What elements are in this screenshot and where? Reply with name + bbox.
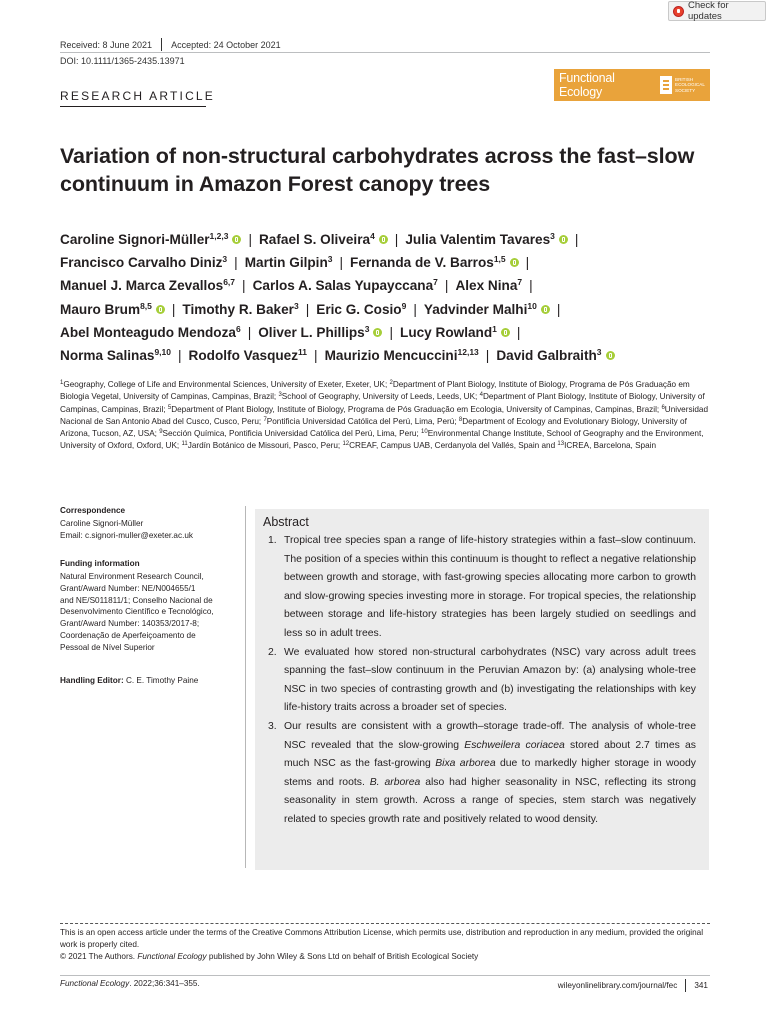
page-number: 341: [694, 981, 708, 990]
affiliation-text: Environmental Change Institute, School of Geography and the Environment, University of Oxford, Oxford, UK;: [60, 429, 704, 451]
author-name-text: Norma Salinas: [60, 348, 155, 364]
affiliation-number: 9: [159, 429, 163, 436]
affiliation-number: 5: [167, 404, 172, 411]
handling-editor: [60, 676, 198, 685]
correspondence-email[interactable]: Email: c.signori-muller@exeter.ac.uk: [60, 530, 193, 540]
footer-right: [558, 979, 708, 992]
affiliations: [60, 379, 712, 453]
affiliation-text: Department of Plant Biology, Institute of Biology, Programa de Pós Graduação em Ecologia, University of Campinas, Campinas, Brazil;: [171, 404, 662, 414]
author-separator: |: [234, 255, 238, 271]
affiliation-number: 3: [278, 392, 282, 399]
affiliation-text: Pontificia Universidad Católica del Perú, Lima, Perú;: [266, 416, 459, 426]
author-name-text: Manuel J. Marca Zevallos: [60, 278, 224, 294]
society-logo: [660, 76, 705, 94]
author-name-text: Carlos A. Salas Yupayccana: [252, 278, 434, 294]
article-title: Variation of non-structural carbohydrates across the fast–slow continuum in Amazon Forest canopy trees: [60, 144, 695, 196]
article-type-underline: [60, 106, 206, 107]
correspondence-info: [60, 518, 245, 542]
abstract-item: [263, 532, 696, 644]
author-affiliation-marker: 12,13: [457, 347, 479, 358]
author-line: [60, 298, 720, 321]
affiliation-text: Department of Plant Biology, Institute of Biology, University of Campinas, Campinas, Brazil;: [60, 392, 705, 414]
funding-info: [60, 571, 245, 654]
affiliation-number: 4: [479, 392, 483, 399]
author-name-text: Yadvinder Malhi: [423, 301, 528, 317]
funding-line: Grant/Award Number: NE/N004655/1: [60, 583, 196, 593]
abstract-item: [263, 644, 696, 718]
journal-logo[interactable]: [554, 69, 710, 101]
affiliation-text: Universidad Nacional de San Antonio Abad del Cusco, Cusco, Peru;: [60, 404, 709, 426]
author-affiliation-marker: 6,7: [223, 277, 236, 288]
copyright-statement: [60, 951, 720, 963]
author-separator: |: [339, 255, 344, 271]
author-name[interactable]: [189, 348, 308, 363]
author-name-text: Martin Gilpin: [244, 255, 328, 271]
author-name[interactable]: [400, 325, 510, 340]
author-separator: |: [556, 301, 561, 317]
author-separator: |: [525, 255, 530, 271]
affiliation-text: Department of Plant Biology, Institute of Biology, Programa de Pós Graduação em Biologia Vegetal, University of Campinas, Campinas, Brazil;: [60, 380, 690, 402]
affiliation-number: 6: [661, 404, 665, 411]
abstract-item-number: 1.: [268, 535, 277, 546]
author-line: [60, 228, 720, 251]
article-dates: [60, 38, 281, 51]
author-line: [60, 274, 720, 297]
author-name-text: Julia Valentim Tavares: [405, 232, 551, 247]
funding-line: Desenvolvimento Científico e Tecnológico,: [60, 607, 214, 617]
license-text: [60, 927, 720, 962]
affiliation-text: ICREA, Barcelona, Spain: [564, 441, 657, 451]
author-name-text: Eric G. Cosio: [316, 301, 402, 317]
author-affiliation-marker: 4: [370, 231, 375, 241]
author-name[interactable]: [60, 302, 165, 317]
author-name[interactable]: [182, 302, 298, 317]
affiliation-text: Department of Ecology and Evolutionary Biology, University of Arizona, Tucson, AZ, USA;: [60, 416, 687, 439]
author-separator: |: [178, 348, 182, 364]
author-name[interactable]: [253, 278, 438, 293]
affiliation-number: 13: [557, 441, 565, 448]
author-separator: |: [516, 324, 521, 340]
author-separator: |: [413, 301, 417, 317]
doi[interactable]: DOI: 10.1111/1365-2435.13971: [60, 56, 185, 66]
abstract-item: [263, 718, 696, 830]
author-name-text: David Galbraith: [496, 348, 597, 364]
abstract-text: Our results are consistent with a growth–storage trade-off. The analysis of whole-tree NSC revealed that the slow-growing: [284, 720, 696, 751]
author-separator: |: [444, 278, 449, 294]
funding-line: Natural Environment Research Council,: [60, 572, 204, 581]
abstract-heading: Abstract: [263, 515, 309, 529]
species-name: Eschweilera coriacea: [464, 739, 565, 751]
affiliation-text: Geography, College of Life and Environmental Sciences, University of Exeter, Exeter, UK;: [63, 380, 390, 389]
author-affiliation-marker: 3: [293, 300, 299, 311]
affiliation-text: School of Geography, University of Leeds, Leeds, UK;: [281, 392, 480, 402]
copyright-pre: © 2021 The Authors.: [60, 951, 138, 961]
journal-name: Functional Ecology: [559, 71, 615, 99]
funding-line: and NE/S011811/1; Conselho Nacional de: [60, 595, 213, 605]
correspondence-heading: Correspondence: [60, 506, 126, 515]
author-name[interactable]: [424, 302, 550, 317]
citation-details: . 2022;36:341–355.: [129, 979, 200, 988]
author-affiliation-marker: 11: [298, 347, 308, 358]
affiliation-number: 11: [181, 441, 188, 448]
update-icon: [673, 6, 684, 17]
author-line: [60, 251, 720, 274]
author-separator: |: [574, 232, 579, 247]
author-separator: |: [314, 348, 318, 364]
abstract-item-number: 3.: [268, 720, 277, 732]
author-name-text: Lucy Rowland: [400, 324, 493, 340]
orcid-icon[interactable]: [606, 351, 615, 360]
author-name-text: Rafael S. Oliveira: [258, 232, 371, 247]
affiliation-number: 8: [458, 416, 463, 423]
affiliation-number: 7: [263, 416, 267, 423]
copyright-post: published by John Wiley & Sons Ltd on behalf of British Ecological Society: [206, 951, 479, 961]
author-affiliation-marker: 1,5: [493, 254, 506, 265]
author-name[interactable]: [405, 232, 568, 247]
affiliation-number: 1: [60, 380, 64, 386]
orcid-icon[interactable]: [501, 328, 510, 337]
author-line: [60, 321, 720, 344]
author-name[interactable]: [455, 278, 522, 293]
author-name-text: Fernanda de V. Barros: [350, 255, 494, 271]
article-type: RESEARCH ARTICLE: [60, 89, 216, 103]
species-name: B. arborea: [369, 776, 421, 788]
author-separator: |: [529, 278, 533, 294]
author-affiliation-marker: 1: [492, 323, 497, 334]
author-name[interactable]: [259, 232, 388, 247]
author-affiliation-marker: 3: [327, 254, 333, 265]
affiliation-text: CREAF, Campus UAB, Cerdanyola del Vallés, Spain and: [349, 441, 558, 451]
author-name[interactable]: [60, 348, 171, 363]
affiliation-number: 2: [389, 380, 393, 386]
affiliation-text: Sección Química, Pontificia Universidad Católica del Perú, Lima, Peru;: [162, 429, 422, 439]
author-list: [60, 228, 720, 367]
author-name[interactable]: [245, 255, 333, 270]
author-separator: |: [305, 301, 310, 317]
affiliation-number: 12: [342, 441, 350, 448]
author-separator: |: [248, 232, 252, 247]
orcid-icon[interactable]: [232, 235, 241, 244]
author-affiliation-marker: 6: [235, 323, 241, 334]
license-statement: This is an open access article under the terms of the Creative Commons Attribution License, which permits use, distribution and reproduction in any medium, provided the original work is properly cited.: [60, 928, 704, 949]
author-affiliation-marker: 3: [596, 347, 602, 358]
orcid-icon[interactable]: [510, 258, 519, 267]
author-affiliation-marker: 7: [433, 277, 438, 288]
society-mark-icon: [660, 76, 672, 94]
abstract-item-number: 2.: [268, 646, 277, 658]
date-separator: [161, 38, 162, 51]
author-name-text: Mauro Brum: [60, 301, 141, 317]
abstract-text: stored about 2.7 times as much NSC as the fast-growing: [284, 739, 696, 770]
footer-dashed-rule: [60, 923, 710, 924]
society-name: BRITISH ECOLOGICAL SOCIETY: [675, 76, 705, 93]
author-line: [60, 344, 720, 367]
author-separator: |: [247, 324, 252, 340]
author-name[interactable]: [316, 302, 406, 317]
abstract-list: [263, 532, 696, 830]
author-separator: |: [171, 301, 176, 317]
author-name-text: Oliver L. Phillips: [258, 324, 365, 340]
author-name-text: Rodolfo Vasquez: [188, 348, 299, 364]
abstract-box: [255, 509, 709, 870]
journal-website[interactable]: wileyonlinelibrary.com/journal/fec: [557, 981, 678, 990]
funding-heading: Funding information: [60, 559, 140, 568]
orcid-icon[interactable]: [559, 235, 568, 244]
correspondence-name: Caroline Signori-Müller: [60, 519, 144, 528]
orcid-icon[interactable]: [541, 305, 550, 314]
accepted-date: Accepted: 24 October 2021: [171, 39, 281, 50]
handling-editor-name: C. E. Timothy Paine: [123, 676, 199, 685]
author-separator: |: [394, 232, 399, 247]
header-rule: [60, 52, 710, 53]
author-affiliation-marker: 3: [222, 254, 228, 265]
author-name-text: Caroline Signori-Müller: [60, 232, 210, 247]
affiliation-number: 10: [421, 429, 428, 436]
author-name-text: Timothy R. Baker: [182, 301, 294, 317]
author-name[interactable]: [60, 325, 241, 340]
abstract-text: Tropical tree species span a range of life-history strategies within a fast–slow continuum. The position of a species within this continuum is thought to reflect a negative relationship between growth and storage, with fast-growing species allocating more carbon to growth and slow-growing species investing more in storage. For tropical species, the relationship between storage and life-history strategies has been largely studied on seedlings and less so in adult trees.: [284, 535, 696, 639]
author-affiliation-marker: 9: [401, 300, 407, 311]
author-separator: |: [389, 324, 394, 340]
abstract-text: also had higher seasonality in NSC, reflecting its strong seasonality in stem growth. Across a range of species, stem starch was negatively related to species growth rate and positively related to wood density.: [284, 776, 697, 825]
funding-line: Grant/Award Number: 140353/2017-8;: [60, 619, 200, 629]
funding-line: Pessoal de Nível Superior: [60, 642, 155, 652]
affiliation-text: Jardín Botánico de Missouri, Pasco, Peru;: [187, 441, 343, 451]
author-name[interactable]: [60, 278, 235, 293]
author-affiliation-marker: 3: [364, 323, 370, 334]
author-affiliation-marker: 7: [517, 277, 523, 288]
species-name: Bixa arborea: [435, 758, 496, 770]
copyright-journal: Functional Ecology: [137, 951, 207, 961]
orcid-icon[interactable]: [156, 305, 165, 314]
handling-editor-label: Handling Editor:: [60, 676, 124, 685]
orcid-icon[interactable]: [373, 328, 382, 337]
author-name-text: Abel Monteagudo Mendoza: [60, 324, 236, 340]
footer-rule: [60, 975, 710, 976]
author-name[interactable]: [325, 348, 479, 363]
abstract-text: We evaluated how stored non-structural carbohydrates (NSC) vary across adult trees spanning the fast–slow continuum in the Peruvian Amazon by: (a) analysing whole-tree NSC in two species of contrasting growth and (b) investigating the relationships with key life-history traits across a broader set of species.: [284, 646, 696, 714]
author-affiliation-marker: 3: [550, 231, 555, 241]
received-date: Received: 8 June 2021: [60, 39, 153, 50]
author-name-text: Alex Nina: [455, 278, 518, 294]
author-separator: |: [242, 278, 246, 294]
author-affiliation-marker: 10: [527, 300, 537, 311]
citation-journal: Functional Ecology: [60, 979, 130, 988]
author-affiliation-marker: 9,10: [154, 347, 171, 358]
author-name[interactable]: [60, 232, 241, 247]
author-name[interactable]: [496, 348, 614, 363]
author-name-text: Francisco Carvalho Diniz: [60, 255, 223, 271]
citation: [60, 979, 200, 988]
author-name[interactable]: [350, 255, 519, 270]
footer-separator: [685, 979, 686, 992]
author-name-text: Maurizio Mencuccini: [324, 348, 458, 364]
funding-line: Coordenação de Aperfeiçoamento de: [60, 630, 196, 640]
author-name[interactable]: [258, 325, 382, 340]
column-divider: [245, 506, 246, 868]
author-affiliation-marker: 1,2,3: [209, 231, 229, 241]
check-for-updates-button[interactable]: [668, 1, 766, 21]
check-for-updates-label: Check for updates: [687, 0, 729, 22]
author-affiliation-marker: 8,5: [140, 300, 152, 311]
orcid-icon[interactable]: [379, 235, 388, 244]
abstract-text: due to markedly higher storage in woody stems and roots.: [284, 758, 696, 788]
author-name[interactable]: [60, 255, 227, 270]
author-separator: |: [485, 348, 490, 364]
